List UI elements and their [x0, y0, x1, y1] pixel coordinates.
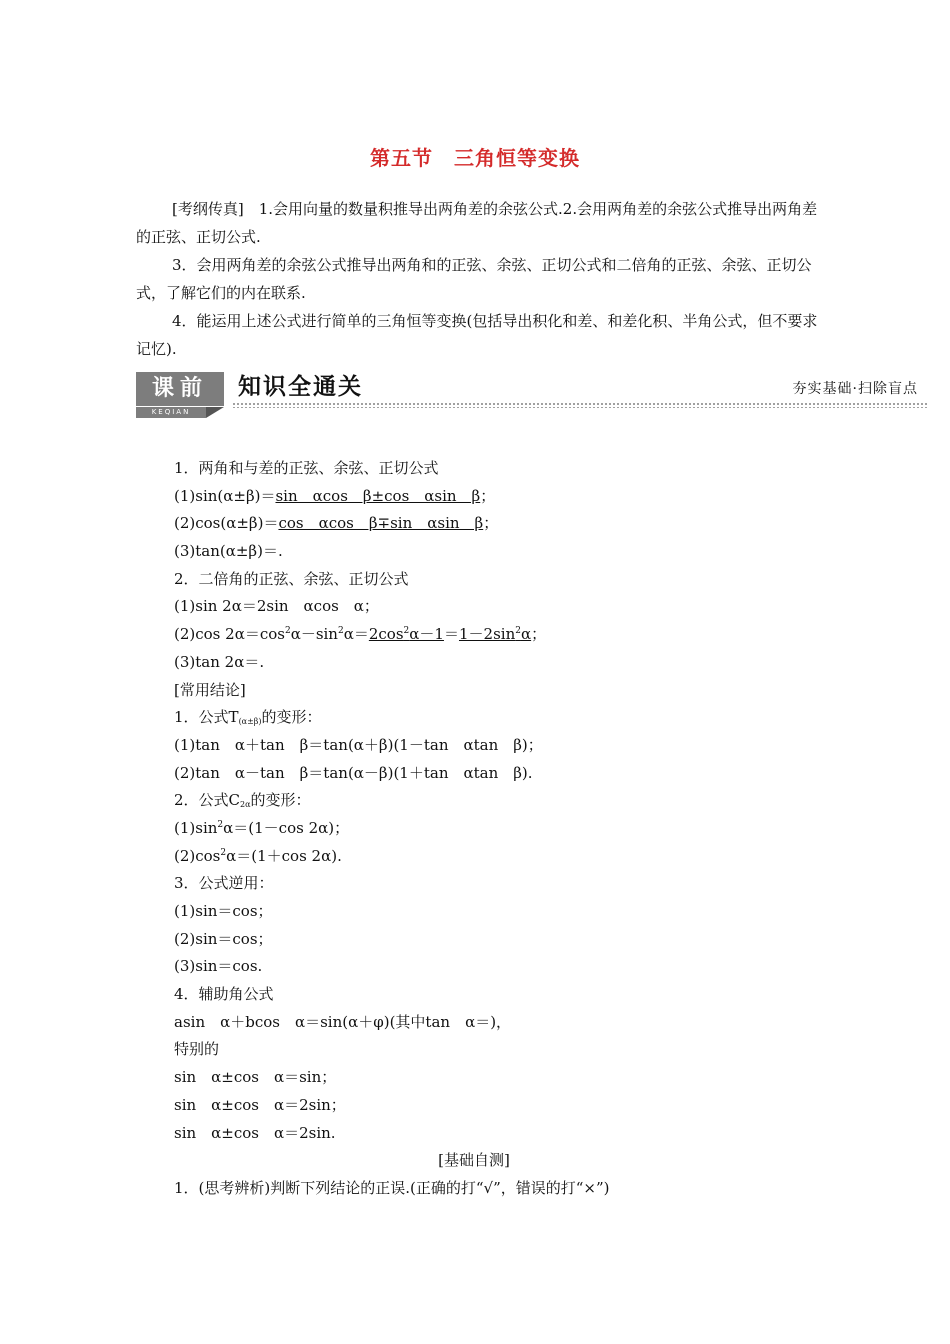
formula-inverse-2: (2)sin＝cos； [174, 929, 273, 948]
banner-title: 知识全通关 [238, 374, 363, 400]
formula-text: ； [480, 486, 496, 505]
formula-answer [459, 625, 531, 643]
heading-common-conclusions: [常用结论] [174, 680, 246, 699]
formula-cos-sum [174, 510, 894, 538]
formula-cos-square [174, 843, 894, 871]
banner-tag-pinyin: KEQIAN [136, 407, 206, 418]
heading-t-formula [174, 704, 894, 732]
formula-text: α－1 [409, 625, 444, 644]
knowledge-content [174, 455, 894, 1203]
text-in-particular: 特别的 [174, 1040, 220, 1059]
formula-special-2: sin α±cos α＝2sin； [174, 1095, 346, 1114]
formula-text: 1－2sin [458, 625, 516, 644]
formula-text: 2cos [368, 625, 404, 644]
heading-auxiliary-angle: 4．辅助角公式 [174, 985, 274, 1004]
subscript: (α±β) [238, 717, 262, 727]
exponent: 2 [217, 819, 224, 830]
banner-tag: 课前 [136, 372, 224, 406]
heading-inverse-use: 3．公式逆用： [174, 874, 274, 893]
formula-answer: cos αcos β∓sin αsin β [278, 514, 484, 533]
formula-text: α＝ [343, 625, 369, 644]
exponent: 2 [403, 626, 410, 637]
heading-sum-difference: 1．两角和与差的正弦、余弦、正切公式 [174, 459, 439, 477]
exponent: 2 [515, 626, 521, 637]
formula-text: 1．公式T [174, 708, 239, 727]
formula-inverse-3: (3)sin＝cos. [174, 957, 263, 976]
section-title: 第五节 三角恒等变换 [370, 146, 580, 170]
formula-sin-double: (1)sin 2α＝2sin αcos α； [174, 597, 379, 616]
formula-text: ； [531, 625, 547, 644]
banner-slogan: 夯实基础·扫除盲点 [792, 381, 918, 397]
formula-auxiliary-angle: asin α＋bcos α＝sin(α＋φ)(其中tan α＝)， [174, 1012, 512, 1031]
formula-text: (2)cos(α±β)＝ [174, 514, 279, 533]
formula-text: (2)cos 2α＝cos [174, 625, 285, 644]
formula-tan-sum: (3)tan(α±β)＝. [174, 542, 283, 561]
heading-c2-formula [174, 787, 894, 815]
heading-self-test: [基础自测] [438, 1151, 510, 1170]
formula-inverse-1: (1)sin＝cos； [174, 902, 273, 920]
syllabus-paragraph-3: 4．能运用上述公式进行简单的三角恒等变换(包括导出积化和差、和差化积、半角公式，但不要求记忆). [136, 312, 818, 358]
subscript: 2α [240, 800, 251, 810]
heading-double-angle: 2．二倍角的正弦、余弦、正切公式 [174, 569, 409, 588]
formula-text: α [520, 625, 532, 644]
formula-text: α－sin [290, 625, 338, 644]
formula-tan-diff-variant: (2)tan α－tan β＝tan(α－β)(1＋tan αtan β). [174, 763, 533, 782]
exponent: 2 [284, 626, 291, 637]
exponent: 2 [337, 626, 344, 637]
exponent: 2 [220, 847, 227, 858]
formula-tan-double: (3)tan 2α＝. [174, 652, 265, 671]
formula-text: 的变形： [250, 791, 311, 810]
formula-text: α＝(1－cos 2α)； [223, 818, 350, 837]
section-banner [136, 372, 928, 418]
question-1: 1．(思考辨析)判断下列结论的正误.(正确的打“√”，错误的打“×”) [174, 1178, 610, 1197]
formula-answer: sin αcos β±cos αsin β [275, 486, 481, 505]
formula-text: ； [483, 514, 499, 533]
formula-answer [369, 625, 444, 643]
formula-tan-sum-variant: (1)tan α＋tan β＝tan(α＋β)(1－tan αtan β)； [174, 735, 543, 754]
formula-text: (1)sin(α±β)＝ [174, 486, 276, 505]
formula-text: (2)cos [174, 846, 221, 865]
formula-special-3: sin α±cos α＝2sin. [174, 1123, 336, 1142]
formula-sin-sum [174, 483, 894, 511]
syllabus-paragraph-2: 3．会用两角差的余弦公式推导出两角和的正弦、余弦、正切公式和二倍角的正弦、余弦、正切公式，了解它们的内在联系. [136, 256, 812, 302]
banner-dotted-rule [232, 402, 928, 408]
syllabus-paragraph-1: [考纲传真] 1.会用向量的数量积推导出两角差的余弦公式.2.会用两角差的余弦公式推导出两角差的正弦、正切公式. [136, 200, 818, 246]
formula-sin-square [174, 815, 894, 843]
formula-cos-double [174, 621, 894, 649]
formula-text: 2．公式C [174, 791, 241, 810]
formula-text: ＝ [443, 625, 459, 644]
formula-text: (1)sin [174, 818, 218, 837]
formula-text: 的变形： [261, 708, 322, 727]
formula-special-1: sin α±cos α＝sin； [174, 1068, 337, 1087]
banner-corner-decoration [206, 407, 224, 418]
formula-text: α＝(1＋cos 2α). [226, 846, 342, 865]
